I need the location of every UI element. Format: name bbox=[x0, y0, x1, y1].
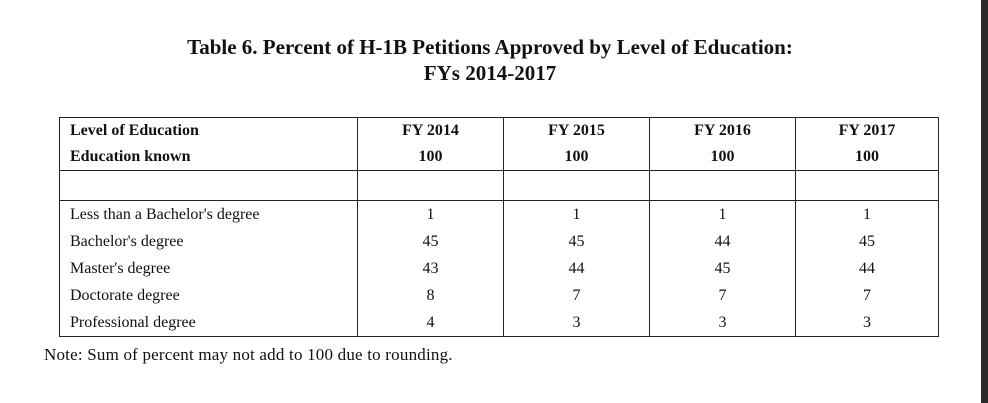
header-label: Level of Education bbox=[60, 118, 358, 145]
header-fy2017: FY 2017 bbox=[796, 118, 939, 145]
education-table bbox=[59, 117, 939, 337]
empty-cell bbox=[796, 171, 939, 201]
table-cell: 45 bbox=[358, 228, 504, 255]
table-row bbox=[60, 228, 939, 255]
table-row bbox=[60, 309, 939, 337]
table-row bbox=[60, 282, 939, 309]
empty-cell bbox=[504, 171, 650, 201]
table-cell: 45 bbox=[504, 228, 650, 255]
window-edge-bar bbox=[981, 0, 988, 403]
table-cell: 100 bbox=[796, 144, 939, 171]
table-cell: 3 bbox=[504, 309, 650, 337]
table-cell: 44 bbox=[796, 255, 939, 282]
empty-cell bbox=[650, 171, 796, 201]
row-label: Professional degree bbox=[60, 309, 358, 337]
table-cell: 3 bbox=[650, 309, 796, 337]
table-cell: 1 bbox=[796, 201, 939, 229]
table-cell: 45 bbox=[796, 228, 939, 255]
table-cell: 4 bbox=[358, 309, 504, 337]
header-fy2015: FY 2015 bbox=[504, 118, 650, 145]
table-cell: 1 bbox=[358, 201, 504, 229]
table-cell: 100 bbox=[504, 144, 650, 171]
table-cell: 1 bbox=[504, 201, 650, 229]
education-known-row bbox=[60, 144, 939, 171]
table-cell: 100 bbox=[650, 144, 796, 171]
table-cell: 3 bbox=[796, 309, 939, 337]
table-cell: 7 bbox=[504, 282, 650, 309]
table-note: Note: Sum of percent may not add to 100 due to rounding. bbox=[44, 345, 453, 364]
row-label: Master's degree bbox=[60, 255, 358, 282]
table-row bbox=[60, 201, 939, 229]
table-row bbox=[60, 255, 939, 282]
table-cell: 44 bbox=[650, 228, 796, 255]
header-fy2016: FY 2016 bbox=[650, 118, 796, 145]
header-fy2014: FY 2014 bbox=[358, 118, 504, 145]
empty-cell bbox=[358, 171, 504, 201]
table-cell: 43 bbox=[358, 255, 504, 282]
table-subtitle: FYs 2014-2017 bbox=[423, 61, 557, 85]
table-title: Table 6. Percent of H-1B Petitions Approved by Level of Education: bbox=[187, 35, 793, 59]
row-label: Doctorate degree bbox=[60, 282, 358, 309]
table-cell: 100 bbox=[358, 144, 504, 171]
spacer-row bbox=[60, 171, 939, 201]
table-cell: 7 bbox=[796, 282, 939, 309]
row-label: Education known bbox=[60, 144, 358, 171]
table-cell: 44 bbox=[504, 255, 650, 282]
table-cell: 7 bbox=[650, 282, 796, 309]
table-cell: 8 bbox=[358, 282, 504, 309]
row-label: Bachelor's degree bbox=[60, 228, 358, 255]
table-cell: 1 bbox=[650, 201, 796, 229]
header-row bbox=[60, 118, 939, 145]
table-cell: 45 bbox=[650, 255, 796, 282]
empty-cell bbox=[60, 171, 358, 201]
row-label: Less than a Bachelor's degree bbox=[60, 201, 358, 229]
